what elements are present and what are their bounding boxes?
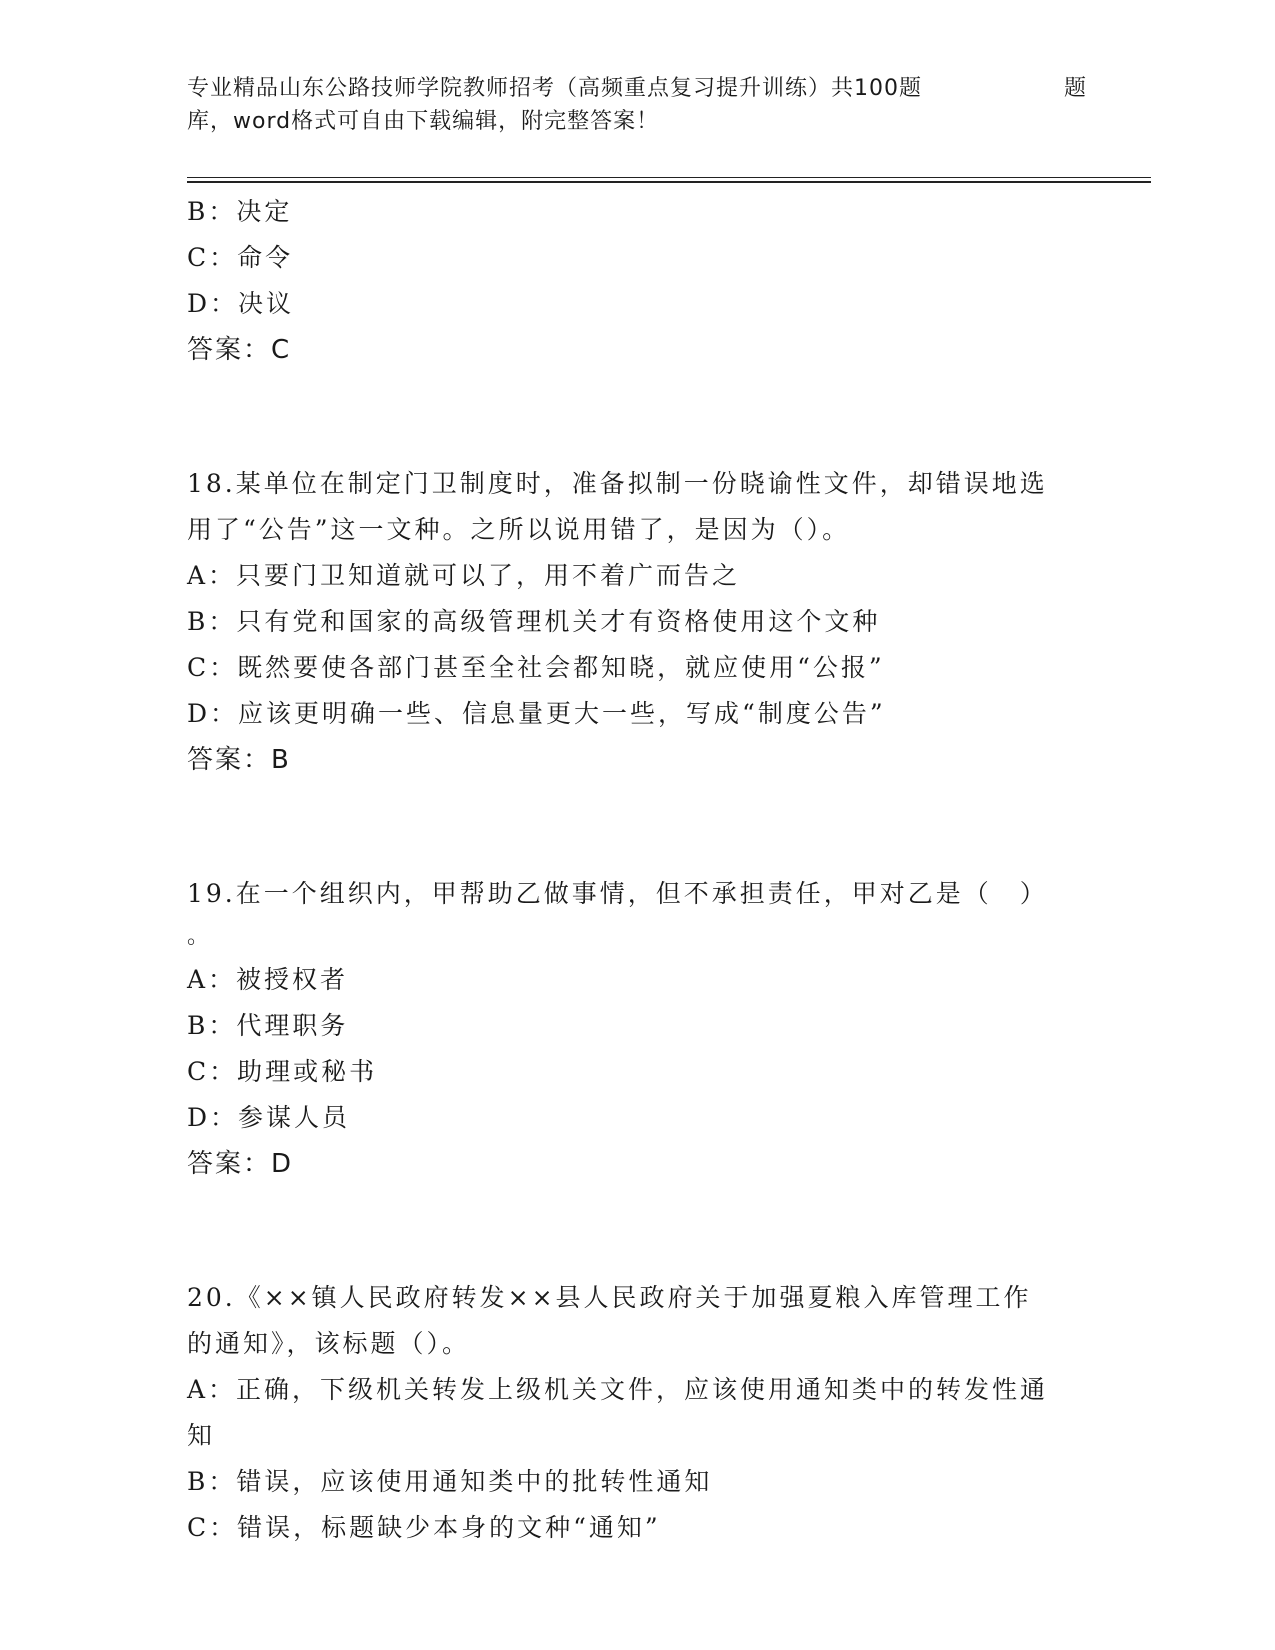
question-stem: 19.在一个组织内，甲帮助乙做事情，但不承担责任，甲对乙是（ ） <box>187 879 1048 908</box>
answer-line: 答案：B <box>187 745 291 775</box>
header-title-line1: 专业精品山东公路技师学院教师招考（高频重点复习提升训练）共100题 <box>187 76 922 101</box>
answer-line: 答案：D <box>187 1149 294 1179</box>
option-b: B：代理职务 <box>187 1011 349 1040</box>
option-c: C：既然要使各部门甚至全社会都知晓，就应使用“公报” <box>187 653 885 682</box>
question-18 <box>187 461 1087 783</box>
option-b: B：错误，应该使用通知类中的批转性通知 <box>187 1467 713 1496</box>
question-spacer <box>187 783 1087 871</box>
option-a-cont: 知 <box>187 1421 216 1450</box>
question-stem: 。 <box>187 924 213 949</box>
option-a: A：只要门卫知道就可以了，用不着广而告之 <box>187 561 741 590</box>
option-d: D：参谋人员 <box>187 1103 351 1132</box>
question-stem: 的通知》，该标题（）。 <box>187 1329 471 1358</box>
option-a: A：被授权者 <box>187 965 349 994</box>
option-d: D：应该更明确一些、信息量更大一些，写成“制度公告” <box>187 699 886 728</box>
header-rule-thin <box>187 177 1151 178</box>
option-a: A：正确，下级机关转发上级机关文件，应该使用通知类中的转发性通 <box>187 1375 1049 1404</box>
header-rule-thick <box>187 181 1151 183</box>
question-19 <box>187 871 1087 1187</box>
answer-line: 答案：C <box>187 335 292 365</box>
option-d: D：决议 <box>187 289 295 318</box>
question-20 <box>187 1275 1087 1551</box>
question-content <box>187 189 1087 1551</box>
question-17-tail <box>187 189 1087 373</box>
option-c: C：助理或秘书 <box>187 1057 378 1086</box>
question-stem: 18.某单位在制定门卫制度时，准备拟制一份晓谕性文件，却错误地选 <box>187 469 1048 498</box>
question-spacer <box>187 1187 1087 1275</box>
option-c: C：错误，标题缺少本身的文种“通知” <box>187 1513 661 1542</box>
question-stem: 20.《××镇人民政府转发××县人民政府关于加强夏粮入库管理工作 <box>187 1283 1032 1312</box>
question-spacer <box>187 373 1087 461</box>
header-title-line2: 库，word格式可自由下载编辑，附完整答案！ <box>187 109 660 134</box>
option-b: B：决定 <box>187 197 293 226</box>
option-b: B：只有党和国家的高级管理机关才有资格使用这个文种 <box>187 607 881 636</box>
page-header <box>187 72 1087 138</box>
option-c: C：命令 <box>187 243 294 272</box>
question-stem: 用了“公告”这一文种。之所以说用错了，是因为（）。 <box>187 515 851 544</box>
header-title-line1-tail: 题 <box>1063 76 1087 101</box>
